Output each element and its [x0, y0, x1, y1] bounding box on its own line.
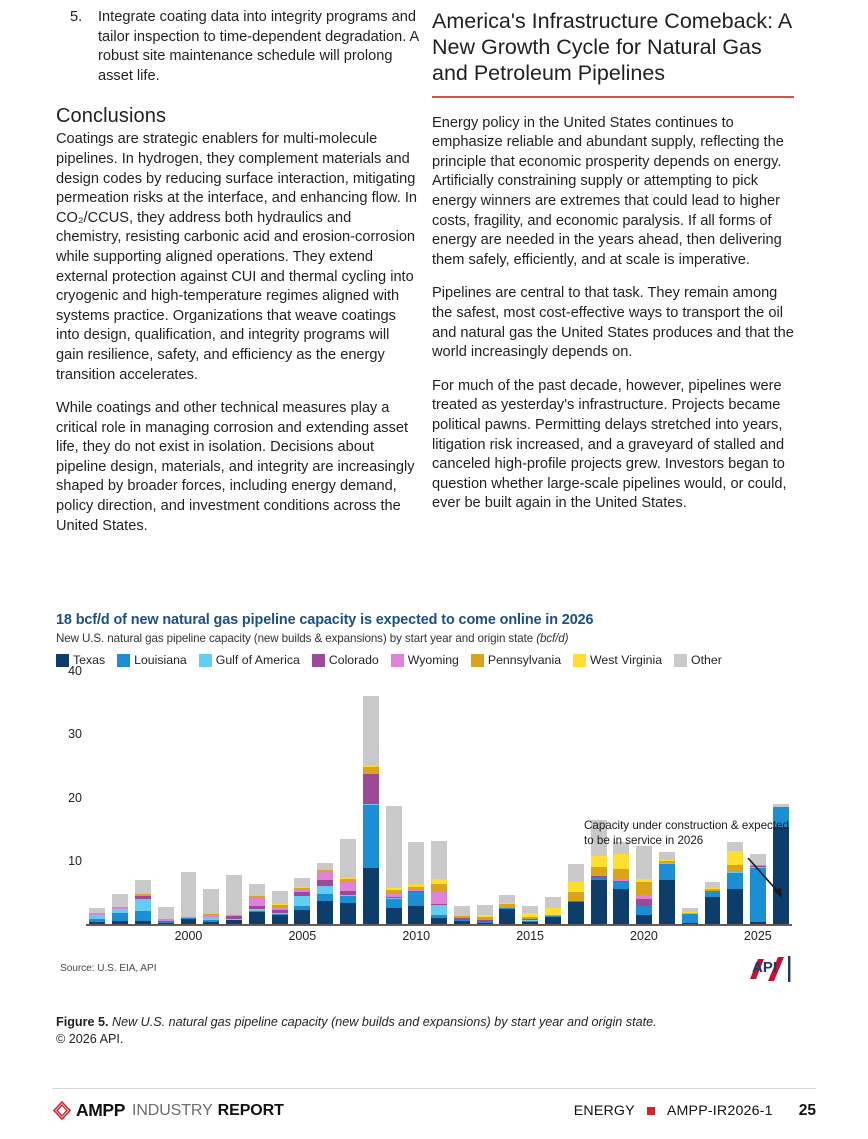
bar-segment	[363, 868, 379, 924]
bar-slot	[724, 671, 747, 924]
stacked-bar[interactable]	[568, 864, 584, 924]
bar-segment	[249, 912, 265, 924]
bar-segment	[408, 842, 424, 884]
left-paragraph-1: Coatings are strategic enablers for multi-molecule pipelines. In hydrogen, they complement materials and design codes by reducing surface interaction, mitigating permeation risks at the interface, and enhancing flow. In CO₂/CCUS, they address both hydraulics and chemistry, resisting carbonic acid and erosion-corrosion while supporting aligned operations. They extend external protection against CUI and thermal cycling into cryogenic and high-temperature regimes aligned with systems practice. Organizations that weave coatings into design, qualification, and integrity programs will gain resilience, safety, and efficiency as the energy transition accelerates.	[56, 131, 418, 383]
bar-segment	[317, 901, 333, 924]
stacked-bar[interactable]	[613, 842, 629, 924]
footer-industry: INDUSTRY	[131, 1101, 213, 1119]
legend-item-wyoming	[391, 653, 459, 667]
legend-swatch-icon	[674, 654, 687, 667]
x-tick-label: 2020	[630, 929, 658, 943]
footer-category: ENERGY	[573, 1103, 635, 1119]
legend-label: Pennsylvania	[487, 653, 562, 667]
bar-segment	[408, 906, 424, 924]
bar-slot	[701, 671, 724, 924]
legend-swatch-icon	[56, 654, 69, 667]
stacked-bar[interactable]	[363, 696, 379, 924]
bar-segment	[545, 908, 561, 915]
y-tick-label: 40	[68, 664, 82, 678]
numbered-list	[56, 8, 420, 86]
bar-slot	[610, 671, 633, 924]
bar-slot	[337, 671, 360, 924]
list-item-text: Integrate coating data into integrity programs and tailor inspection to time-dependent degradation. A robust site maintenance schedule will prolong asset life.	[98, 9, 419, 84]
bar-segment	[682, 914, 698, 923]
stacked-bar[interactable]	[226, 875, 242, 924]
right-paragraph-2: Pipelines are central to that task. They remain among the safest, most cost-effective ways to transport the oil and natural gas the United States produces and that the world increasingly depends on.	[432, 285, 794, 361]
bar-segment	[386, 908, 402, 924]
footer-report: REPORT	[217, 1101, 284, 1119]
x-axis-line	[86, 924, 792, 926]
right-text-column	[432, 8, 794, 528]
footer-bullet-icon	[647, 1107, 655, 1115]
bar-segment	[636, 906, 652, 915]
bar-segment	[272, 915, 288, 924]
page-footer	[0, 1088, 868, 1134]
page-number: 25	[798, 1102, 816, 1119]
footer-divider	[52, 1088, 816, 1089]
stacked-bar[interactable]	[727, 842, 743, 924]
api-logo-icon	[748, 955, 796, 985]
bar-segment	[727, 873, 743, 889]
y-tick-label: 10	[68, 853, 82, 868]
bar-segment	[636, 915, 652, 924]
bar-segment	[568, 864, 584, 882]
list-item-number: 5.	[70, 9, 83, 25]
bar-segment	[727, 865, 743, 872]
bar-slot	[359, 671, 382, 924]
bar-segment	[363, 774, 379, 804]
stacked-bar[interactable]	[249, 884, 265, 924]
bar-segment	[294, 910, 310, 924]
x-tick-label: 2005	[288, 929, 317, 943]
bar-slot	[177, 671, 200, 924]
legend-item-pennsylvania	[471, 653, 561, 667]
bar-segment	[135, 899, 151, 912]
chart-source: Source: U.S. EIA, API	[60, 963, 157, 974]
bar-slot	[200, 671, 223, 924]
ampp-logo-icon	[52, 1101, 72, 1120]
legend-swatch-icon	[199, 654, 212, 667]
footer-brand-block	[52, 1100, 284, 1121]
stacked-bar[interactable]	[272, 891, 288, 924]
bar-slot	[109, 671, 132, 924]
bar-segment	[522, 906, 538, 914]
bar-segment	[477, 905, 493, 914]
article-title: America's Infrastructure Comeback: A New Growth Cycle for Natural Gas and Petroleum Pipelines	[432, 9, 791, 85]
x-tick-label: 2000	[174, 929, 203, 943]
bar-segment	[705, 897, 721, 924]
svg-text:API: API	[752, 959, 778, 976]
bar-segment	[386, 806, 402, 888]
title-divider	[432, 96, 794, 98]
bar-segment	[545, 897, 561, 907]
bar-slot	[633, 671, 656, 924]
stacked-bar[interactable]	[522, 906, 538, 924]
bar-segment	[499, 895, 515, 903]
legend-item-louisiana	[117, 653, 187, 667]
legend-swatch-icon	[391, 654, 404, 667]
legend-item-colorado	[312, 653, 379, 667]
bar-slot	[496, 671, 519, 924]
footer-meta-block	[574, 1102, 816, 1120]
bar-segment	[317, 886, 333, 894]
bar-segment	[636, 846, 652, 879]
list-item	[56, 8, 420, 86]
x-tick-label: 2015	[516, 929, 544, 943]
bar-segment	[499, 909, 515, 924]
bar-slot	[564, 671, 587, 924]
legend-label: Wyoming	[407, 653, 459, 667]
bar-slot	[154, 671, 177, 924]
stacked-bar[interactable]	[477, 905, 493, 924]
bar-slot	[86, 671, 109, 924]
bar-segment	[249, 898, 265, 906]
footer-brand: AMPP	[76, 1100, 125, 1120]
bar-segment	[568, 892, 584, 901]
legend-swatch-icon	[573, 654, 586, 667]
legend-label: Colorado	[328, 653, 379, 667]
figure-caption-label: Figure 5.	[56, 1015, 109, 1029]
legend-label: Louisiana	[134, 653, 187, 667]
bar-segment	[659, 864, 675, 880]
bar-segment	[545, 917, 561, 924]
left-paragraph-2: While coatings and other technical measures play a critical role in managing corrosion and extending asset life, they do not exist in isolation. Decisions about pipeline design, materials, and integrity are increasingly shaped by broader forces, including energy demand, policy direction, and investment conditions across the United States.	[56, 400, 415, 534]
bar-slot	[428, 671, 451, 924]
chart-plot-area	[56, 664, 796, 951]
bar-slot	[223, 671, 246, 924]
x-axis-labels	[86, 929, 792, 951]
stacked-bar[interactable]	[158, 907, 174, 924]
legend-item-gulf-of-america	[199, 653, 300, 667]
bar-segment	[340, 896, 356, 903]
bar-segment	[613, 869, 629, 880]
legend-label: West Virginia	[590, 653, 663, 667]
bar-segment	[272, 891, 288, 904]
bar-segment	[340, 839, 356, 878]
bar-segment	[431, 905, 447, 915]
x-tick-label: 2010	[402, 929, 431, 943]
bar-segment	[659, 852, 675, 860]
bar-slot	[542, 671, 565, 924]
stacked-bar[interactable]	[294, 878, 310, 924]
section-heading-conclusions: Conclusions	[56, 105, 167, 128]
chart-subtitle-unit: (bcf/d)	[536, 632, 569, 645]
bar-segment	[226, 875, 242, 915]
bar-segment	[363, 696, 379, 766]
bar-slot	[519, 671, 542, 924]
stacked-bar[interactable]	[112, 894, 128, 924]
bar-segment	[317, 871, 333, 880]
bar-slot	[405, 671, 428, 924]
stacked-bar[interactable]	[682, 908, 698, 924]
chart-subtitle	[56, 632, 796, 645]
bar-slot	[473, 671, 496, 924]
bar-segment	[135, 911, 151, 920]
stacked-bar[interactable]	[135, 880, 151, 924]
stacked-bar[interactable]	[89, 908, 105, 924]
bar-segment	[727, 889, 743, 924]
bar-segment	[613, 889, 629, 924]
stacked-bar[interactable]	[499, 895, 515, 924]
right-paragraph-3: For much of the past decade, however, pipelines were treated as yesterday's infrastructure. Projects became political pawns. Permitting delays stretched into years, litigation risk increased, and a graveyard of stalled and canceled high-profile projects grew. Investors began to question whether large-scale pipelines would, or could, ever be built again in the United States.	[432, 377, 787, 512]
y-tick-label: 20	[68, 790, 82, 805]
stacked-bar[interactable]	[454, 906, 470, 924]
bar-segment	[568, 882, 584, 891]
bar-segment	[249, 884, 265, 896]
stacked-bar[interactable]	[181, 872, 197, 924]
legend-swatch-icon	[312, 654, 325, 667]
bar-segment	[613, 854, 629, 869]
right-paragraph-1: Energy policy in the United States continues to emphasize reliable and abundant supply, reflecting the principle that economic prosperity depends on energy. Artificially constraining supply or attempting to pick energy winners are extremes that could lead to higher costs, fragility, and economic paralysis. If all forms of energy are needed in the years ahead, then delivering them safely, efficiently, and at scale is imperative.	[432, 114, 784, 268]
bar-slot	[678, 671, 701, 924]
bar-segment	[454, 906, 470, 916]
legend-label: Other	[691, 653, 722, 667]
bar-segment	[408, 892, 424, 906]
stacked-bar[interactable]	[203, 889, 219, 924]
bar-segment	[591, 856, 607, 867]
bar-segment	[158, 907, 174, 919]
figure-chart	[56, 612, 796, 993]
legend-swatch-icon	[471, 654, 484, 667]
stacked-bar[interactable]	[659, 852, 675, 924]
bar-segment	[431, 884, 447, 892]
stacked-bar[interactable]	[431, 841, 447, 924]
bar-segment	[431, 892, 447, 903]
stacked-bar[interactable]	[386, 806, 402, 924]
chart-title: 18 bcf/d of new natural gas pipeline capacity is expected to come online in 2026	[56, 612, 594, 628]
bar-segment	[112, 913, 128, 921]
chart-annotation: Capacity under construction & expected to be in service in 2026	[584, 819, 789, 847]
bar-segment	[340, 882, 356, 891]
bar-slot	[587, 671, 610, 924]
bar-segment	[294, 896, 310, 905]
stacked-bar[interactable]	[545, 897, 561, 924]
bar-segment	[181, 872, 197, 918]
bar-segment	[112, 894, 128, 907]
stacked-bar[interactable]	[636, 846, 652, 924]
bar-slot	[245, 671, 268, 924]
bar-segment	[203, 889, 219, 914]
figure-caption	[56, 1014, 796, 1048]
bar-slot	[656, 671, 679, 924]
figure-copyright: © 2026 API.	[56, 1032, 124, 1046]
stacked-bar[interactable]	[340, 839, 356, 924]
left-text-column	[56, 8, 420, 550]
bar-segment	[636, 882, 652, 895]
bar-segment	[363, 805, 379, 868]
chart-source-row	[56, 959, 796, 993]
bar-segment	[727, 851, 743, 865]
y-axis-labels	[56, 664, 82, 924]
footer-doc-code: AMPP-IR2026-1	[666, 1103, 773, 1119]
stacked-bar[interactable]	[317, 863, 333, 924]
legend-label: Texas	[73, 653, 106, 667]
legend-swatch-icon	[117, 654, 130, 667]
bar-segment	[386, 899, 402, 908]
bar-slot	[451, 671, 474, 924]
bar-slot	[382, 671, 405, 924]
legend-item-other	[674, 653, 722, 667]
bar-segment	[294, 878, 310, 887]
bar-slot	[132, 671, 155, 924]
bar-segment	[568, 902, 584, 924]
bar-group	[86, 671, 792, 924]
bar-segment	[591, 867, 607, 876]
legend-item-west-virginia	[573, 653, 662, 667]
bar-segment	[431, 841, 447, 878]
chart-legend	[56, 653, 796, 667]
chart-subtitle-text: New U.S. natural gas pipeline capacity (new builds & expansions) by start year and origin state	[56, 632, 534, 645]
x-tick-label: 2025	[743, 929, 772, 943]
legend-label: Gulf of America	[215, 653, 300, 667]
bar-slot	[314, 671, 337, 924]
bar-segment	[340, 903, 356, 925]
bar-segment	[659, 880, 675, 924]
figure-caption-text: New U.S. natural gas pipeline capacity (new builds and expansions) by start year and origin state.	[108, 1015, 657, 1029]
stacked-bar[interactable]	[705, 882, 721, 924]
annotation-arrow-icon	[746, 856, 790, 904]
bar-segment	[135, 880, 151, 894]
bar-slot	[291, 671, 314, 924]
stacked-bar[interactable]	[408, 842, 424, 924]
bar-segment	[591, 880, 607, 924]
bar-slot	[268, 671, 291, 924]
y-tick-label: 30	[68, 727, 82, 742]
